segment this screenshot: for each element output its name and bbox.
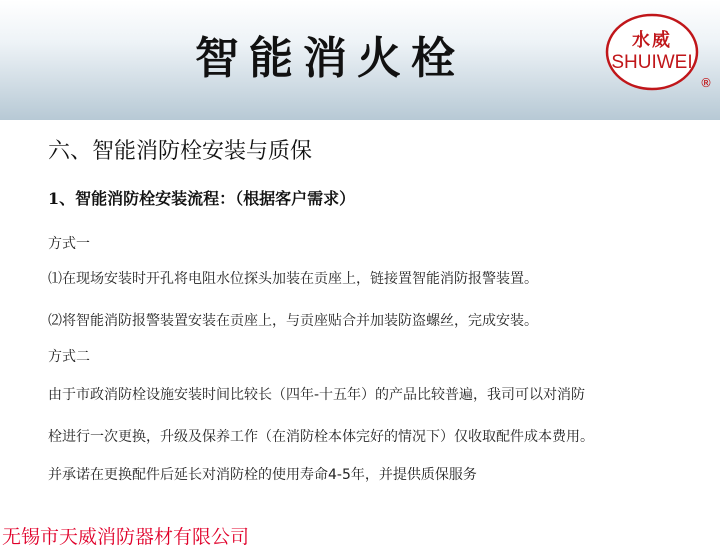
section-heading: 六、智能消防栓安装与质保: [48, 139, 313, 164]
page-title: 智能消火栓: [195, 33, 465, 84]
logo-english-text: SHUIWEI: [611, 52, 693, 73]
method-two-line-2: 栓进行一次更换，升级及保养工作（在消防栓本体完好的情况下）仅收取配件成本费用。: [48, 429, 594, 445]
method-one-step-1: ⑴在现场安装时开孔将电阻水位探头加装在贡座上，链接置智能消防报警装置。: [48, 271, 538, 287]
method-two-line-1: 由于市政消防栓设施安装时间比较长（四年-十五年）的产品比较普遍，我司可以对消防: [48, 387, 586, 403]
method-one-step-2: ⑵将智能消防报警装置安装在贡座上，与贡座贴合并加装防盗螺丝，完成安装。: [48, 313, 538, 329]
shuiwei-logo: [604, 12, 700, 92]
logo-chinese-text: 水威: [632, 30, 672, 51]
registered-mark: ®: [700, 76, 712, 90]
header-banner: [0, 0, 720, 120]
method-two-line-3: 并承诺在更换配件后延长对消防栓的使用寿命4-5年，并提供质保服务: [48, 467, 477, 483]
method-two-label: 方式二: [48, 349, 90, 365]
company-name: 无锡市天威消防器材有限公司: [2, 526, 250, 548]
section-subheading: 1、智能消防栓安装流程：（根据客户需求）: [48, 189, 356, 208]
method-one-label: 方式一: [48, 236, 90, 252]
